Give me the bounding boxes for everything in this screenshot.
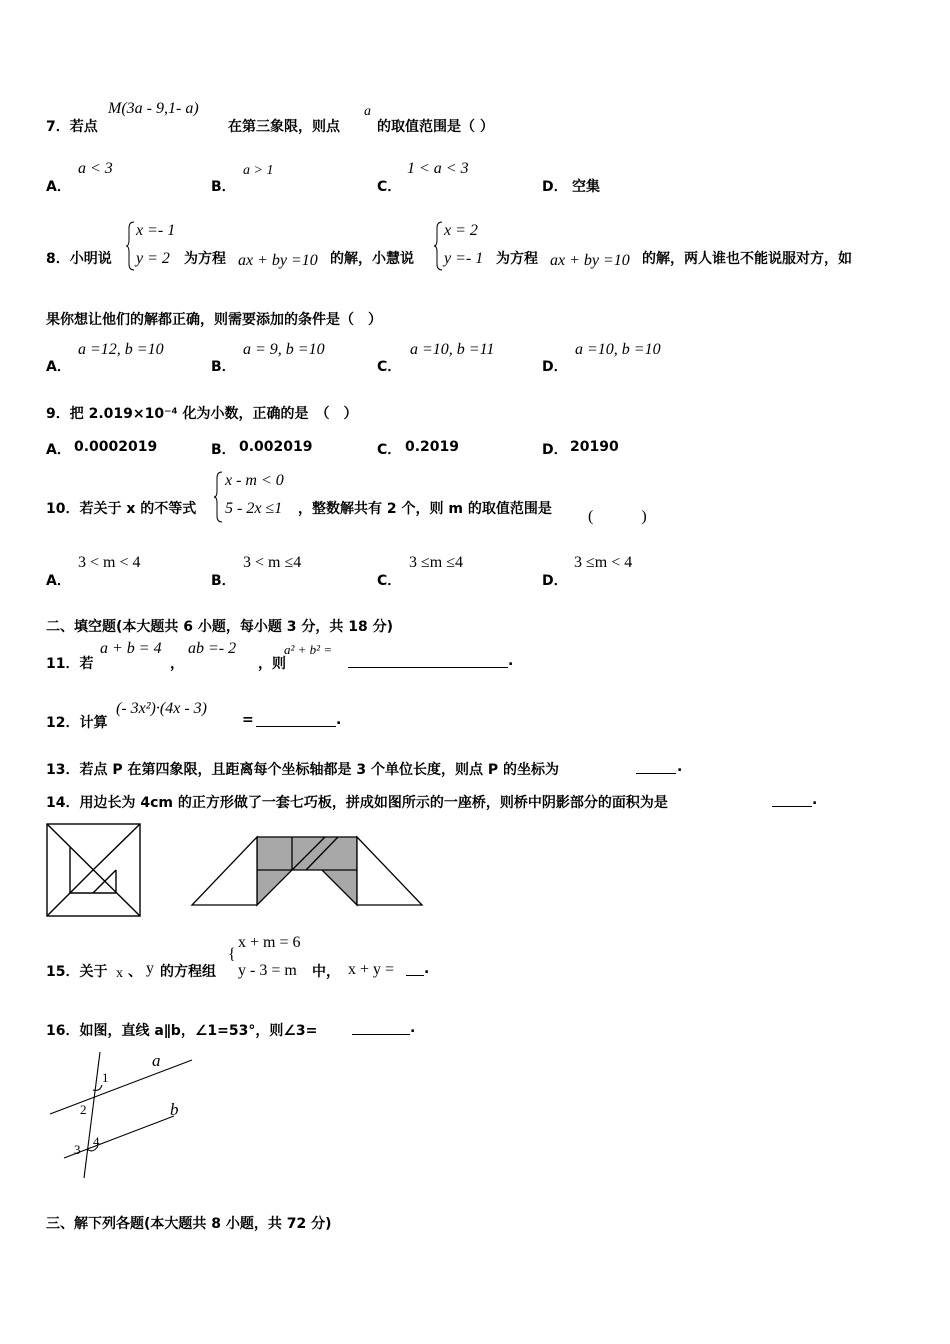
q11-separator: ， <box>170 656 184 672</box>
q11-expr1: a + b = 4 <box>100 640 162 657</box>
q8-line2: 果你想让他们的解都正确，则需要添加的条件是（ ） <box>46 312 382 328</box>
q11-end: . <box>508 653 514 669</box>
q14-text: 14．用边长为 4cm 的正方形做了一套七巧板，拼成如图所示的一座桥，则桥中阴影部分的面积为是 <box>46 795 668 811</box>
q8-option-c: a =10, b =11 <box>410 341 495 358</box>
q7-option-b: a > 1 <box>243 163 274 178</box>
q10-option-c-letter: C． <box>377 573 402 589</box>
q12-equals: = <box>242 712 254 728</box>
q10-option-b: 3 < m ≤4 <box>243 554 302 571</box>
q8-number: 8．小明说 <box>46 251 112 267</box>
q10-paren: ( ) <box>588 508 647 525</box>
q9-option-c-letter: C． <box>377 442 402 458</box>
q11-number: 11．若 <box>46 656 94 672</box>
q8-system1-line1: x =- 1 <box>136 222 176 239</box>
q8-text3: 为方程 <box>496 251 538 267</box>
q8-system1-brace <box>126 220 136 272</box>
q10-option-c: 3 ≤m ≤4 <box>409 554 464 571</box>
q10-option-b-letter: B． <box>211 573 236 589</box>
section3-heading: 三、解下列各题(本大题共 8 小题，共 72 分) <box>46 1216 332 1232</box>
tangram-square-figure <box>46 823 142 918</box>
q10-number: 10．若关于 x 的不等式 <box>46 501 197 517</box>
q9-option-b-letter: B． <box>211 442 236 458</box>
q7-text-end: 的取值范围是（ ） <box>377 119 494 135</box>
label-angle-2: 2 <box>80 1102 87 1117</box>
q16-end: . <box>410 1020 416 1036</box>
label-b: b <box>170 1100 179 1119</box>
q10-option-a-letter: A． <box>46 573 71 589</box>
q10-system-line1: x - m < 0 <box>225 472 284 489</box>
q8-option-d-letter: D． <box>542 359 568 375</box>
q15-number: 15．关于 <box>46 964 108 980</box>
q7-option-c-letter: C． <box>377 179 402 195</box>
label-angle-4: 4 <box>93 1134 100 1149</box>
q11-text: ，则 <box>258 656 286 672</box>
q11-expr3: a² + b² = <box>284 642 333 657</box>
q9-option-d-letter: D． <box>542 442 568 458</box>
q7-number: 7．若点 <box>46 119 98 135</box>
q7-text: 在第三象限，则点 <box>228 119 340 135</box>
label-a: a <box>152 1051 161 1070</box>
q15-answer-blank[interactable] <box>406 963 424 976</box>
q8-system1-line2: y = 2 <box>136 250 170 267</box>
q13-text: 13．若点 P 在第四象限，且距离每个坐标轴都是 3 个单位长度，则点 P 的坐标为 <box>46 762 559 778</box>
q10-system-line2: 5 - 2x ≤1 <box>225 500 283 517</box>
q10-text: ，整数解共有 2 个，则 m 的取值范围是 <box>298 501 552 517</box>
q8-text4: 的解，两人谁也不能说服对方，如 <box>642 251 852 267</box>
q9-option-a: 0.0002019 <box>74 439 158 455</box>
q15-end: . <box>424 961 430 977</box>
q10-option-d: 3 ≤m < 4 <box>574 554 633 571</box>
q8-option-c-letter: C． <box>377 359 402 375</box>
q8-equation1: ax + by =10 <box>238 252 318 269</box>
q8-option-b: a = 9, b =10 <box>243 341 325 358</box>
q7-option-d-letter: D． <box>542 179 568 195</box>
q15-system-line1: x + m = 6 <box>238 934 301 951</box>
q11-expr2: ab =- 2 <box>188 640 237 657</box>
q16-answer-blank[interactable] <box>352 1022 410 1035</box>
q9-option-d: 20190 <box>570 439 619 455</box>
q16-text: 16．如图，直线 a∥b，∠1=53°，则∠3= <box>46 1023 318 1039</box>
q8-equation2: ax + by =10 <box>550 252 630 269</box>
q8-option-d: a =10, b =10 <box>575 341 661 358</box>
q7-option-d: 空集 <box>572 179 600 195</box>
tangram-bridge-figure <box>188 833 426 911</box>
section2-heading: 二、填空题(本大题共 6 小题，每小题 3 分，共 18 分) <box>46 619 394 635</box>
q8-system2-line1: x = 2 <box>444 222 478 239</box>
q9-text: 9．把 2.019×10⁻⁴ 化为小数，正确的是 （ ） <box>46 406 358 422</box>
q12-number: 12．计算 <box>46 715 108 731</box>
q11-answer-blank[interactable] <box>348 655 508 668</box>
q12-answer-blank[interactable] <box>256 714 336 727</box>
q15-text1: 的方程组 <box>160 964 216 980</box>
label-angle-3: 3 <box>74 1142 81 1157</box>
q15-separator: 、 <box>128 964 142 980</box>
q7-option-a: a < 3 <box>78 160 113 177</box>
q13-end: . <box>677 759 683 775</box>
q8-option-a-letter: A． <box>46 359 71 375</box>
q7-option-a-letter: A． <box>46 179 71 195</box>
q8-system2-brace <box>434 220 444 272</box>
q8-system2-line2: y =- 1 <box>444 250 484 267</box>
q8-option-a: a =12, b =10 <box>78 341 164 358</box>
q10-system-brace <box>214 470 224 524</box>
q15-brace: { <box>228 946 236 963</box>
q7-variable: a <box>364 104 371 119</box>
q9-option-a-letter: A． <box>46 442 71 458</box>
q8-option-b-letter: B． <box>211 359 236 375</box>
q7-point-expression: M(3a - 9,1- a) <box>108 100 199 117</box>
q10-option-a: 3 < m < 4 <box>78 554 141 571</box>
q14-answer-blank[interactable] <box>772 794 812 807</box>
q12-expression: (- 3x²)·(4x - 3) <box>116 700 207 717</box>
q15-expression: x + y = <box>348 961 395 978</box>
q12-end: . <box>336 712 342 728</box>
q15-y: y <box>146 960 154 977</box>
q8-text2: 的解，小慧说 <box>330 251 414 267</box>
q9-option-c: 0.2019 <box>405 439 460 455</box>
q15-text2: 中， <box>312 964 340 980</box>
q15-system-line2: y - 3 = m <box>238 962 297 979</box>
q8-text1: 为方程 <box>184 251 226 267</box>
q9-option-b: 0.002019 <box>239 439 313 455</box>
q13-answer-blank[interactable] <box>636 761 676 774</box>
parallel-lines-figure <box>46 1050 196 1182</box>
q15-x: x <box>116 966 123 981</box>
label-angle-1: 1 <box>102 1070 109 1085</box>
q10-option-d-letter: D． <box>542 573 568 589</box>
q7-option-b-letter: B． <box>211 179 236 195</box>
q7-option-c: 1 < a < 3 <box>407 160 469 177</box>
q14-end: . <box>812 792 818 808</box>
line-b <box>64 1116 174 1158</box>
